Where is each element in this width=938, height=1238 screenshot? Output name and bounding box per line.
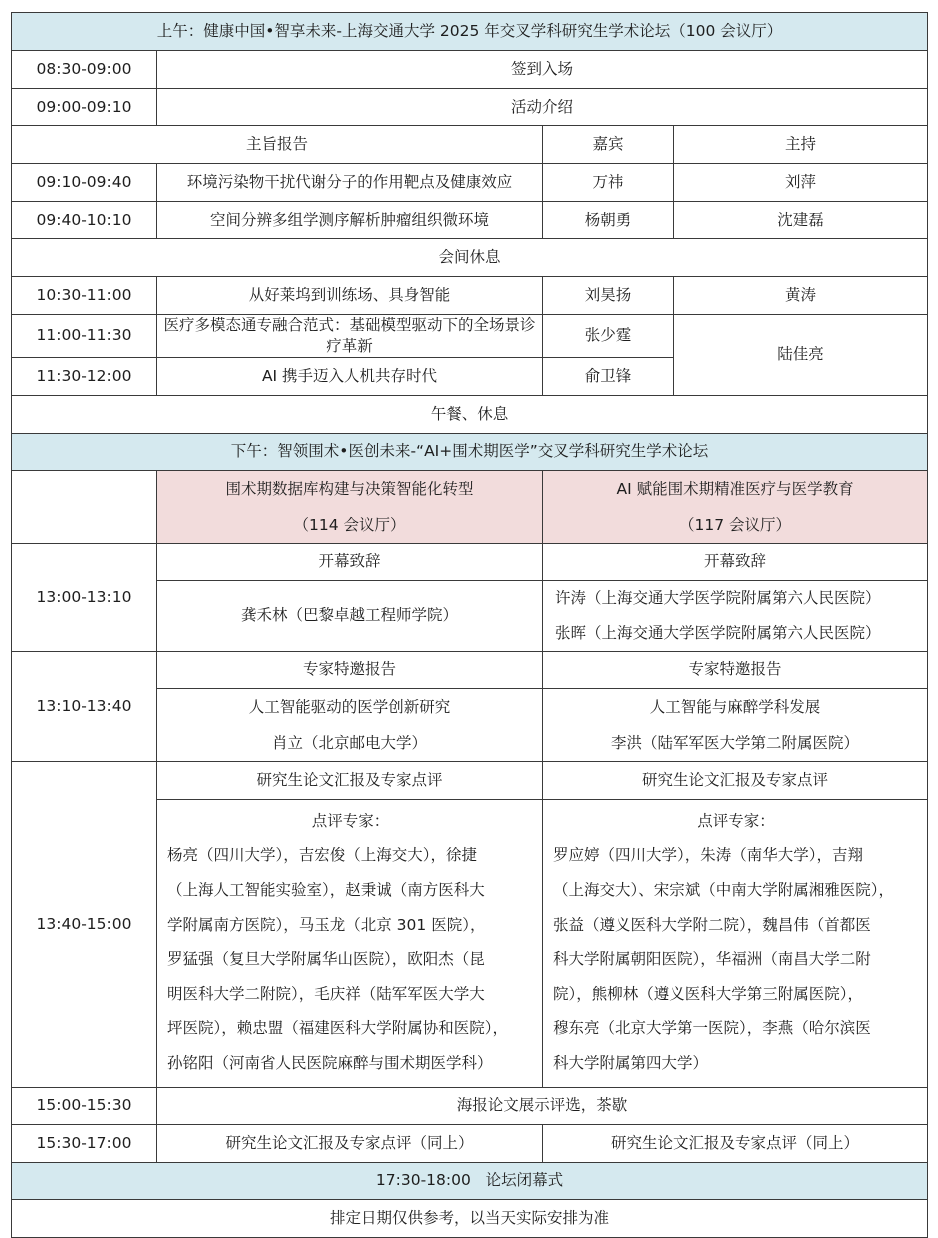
host-cell: 刘萍 [674,164,928,202]
host-cell: 陆佳亮 [674,315,928,396]
speaker: 许涛（上海交通大学医学院附属第六人民医院） [555,588,881,607]
venue-row [12,470,928,543]
poster-row [12,1087,928,1124]
topic-cell: AI 携手迈入人机共存时代 [157,357,543,395]
am-session-title: 上午：健康中国•智享未来-上海交通大学 2025 年交叉学科研究生学术论坛（100 会议厅） [12,13,928,51]
venue-left [157,470,543,543]
talk-title: 人工智能与麻醉学科发展 [649,697,821,716]
keynote-row [12,277,928,315]
guest-cell: 张少霆 [543,315,674,358]
reviewer-line: 穆东亮（北京大学第一医院），李燕（哈尔滨医 [553,1019,871,1038]
time-cell: 08:30-09:00 [12,51,157,89]
reviewers-right [543,799,928,1087]
event-cell: 海报论文展示评选，茶歇 [157,1087,928,1124]
thesis-label-left: 研究生论文汇报及专家点评 [157,761,543,799]
closing-row [12,1162,928,1199]
time-cell: 13:40-15:00 [12,761,157,1087]
reviewer-line: 罗应婷（四川大学），朱涛（南华大学），吉翔 [553,846,864,865]
venue-right-room: （117 会议厅） [679,515,792,534]
guest-cell: 俞卫锋 [543,357,674,395]
time-cell: 15:30-17:00 [12,1124,157,1162]
topic-cell: 从好莱坞到训练场、具身智能 [157,277,543,315]
invited-label-left: 专家特邀报告 [157,651,543,688]
keynote-header-row [12,126,928,164]
keynote-guest-header: 嘉宾 [543,126,674,164]
opening-label-row [12,543,928,580]
reviewer-line: 罗猛强（复旦大学附属华山医院），欧阳杰（昆 [167,950,485,969]
host-cell: 沈建磊 [674,202,928,239]
break-cell: 会间休息 [12,239,928,277]
footnote-row [12,1199,928,1237]
reviewer-line: 科大学附属朝阳医院），华福洲（南昌大学二附 [553,950,871,969]
host-cell: 黄涛 [674,277,928,315]
reviewer-line: 院），熊柳林（遵义医科大学第三附属医院）， [553,984,864,1003]
invited-left [157,688,543,761]
reviewers-label: 点评专家： [311,811,390,830]
time-cell: 15:00-15:30 [12,1087,157,1124]
keynote-row [12,202,928,239]
event-cell: 签到入场 [157,51,928,89]
time-cell: 09:00-09:10 [12,89,157,126]
reviewer-line: 科大学附属第四大学） [553,1054,709,1072]
lunch-cell: 午餐、休息 [12,395,928,433]
break-row [12,239,928,277]
opening-speakers-right [543,580,928,651]
guest-cell: 杨朝勇 [543,202,674,239]
talk-speaker: 李洪（陆军军医大学第二附属医院） [611,733,860,752]
topic-cell: 环境污染物干扰代谢分子的作用靶点及健康效应 [157,164,543,202]
reviewers-label: 点评专家： [697,811,775,830]
guest-cell: 刘昊扬 [543,277,674,315]
reviewer-line: 杨亮（四川大学），吉宏俊（上海交大），徐捷 [167,846,478,865]
reviewer-line: （上海交大）、宋宗斌（中南大学附属湘雅医院）， [553,881,895,900]
opening-label-right: 开幕致辞 [543,543,928,580]
second-thesis-row [12,1124,928,1162]
topic-cell: 医疗多模态通专融合范式：基础模型驱动下的全场景诊疗革新 [157,315,543,358]
thesis-label-right: 研究生论文汇报及专家点评 [543,761,928,799]
reviewer-line: 张益（遵义医科大学附二院），魏昌伟（首都医 [553,915,871,934]
am-header-row [12,13,928,51]
lunch-row [12,395,928,433]
venue-left-title: 围术期数据库构建与决策智能化转型 [225,479,474,498]
time-cell: 13:10-13:40 [12,651,157,761]
time-cell: 09:40-10:10 [12,202,157,239]
event-cell: 活动介绍 [157,89,928,126]
reviewer-line: 学附属南方医院），马玉龙（北京 301 医院）， [167,915,486,934]
keynote-row [12,315,928,358]
thesis-label-row [12,761,928,799]
footnote-cell: 排定日期仅供参考，以当天实际安排为准 [12,1199,928,1237]
reviewer-line: 明医科大学二附院），毛庆祥（陆军军医大学大 [167,984,485,1003]
pm-session-title: 下午：智领围术•医创未来-“AI+围术期医学”交叉学科研究生学术论坛 [12,433,928,470]
keynote-row [12,164,928,202]
schedule-row [12,89,928,126]
speaker: 张晖（上海交通大学医学院附属第六人民医院） [555,623,881,642]
talk-title: 人工智能驱动的医学创新研究 [248,697,451,716]
time-cell: 11:00-11:30 [12,315,157,358]
opening-speakers-left [157,580,543,651]
pm-header-row [12,433,928,470]
reviewer-line: （上海人工智能实验室），赵秉诚（南方医科大 [167,881,485,900]
invited-label-right: 专家特邀报告 [543,651,928,688]
reviewers-left [157,799,543,1087]
venue-right-title: AI 赋能围术期精准医疗与医学教育 [616,479,854,498]
time-cell: 13:00-13:10 [12,543,157,651]
schedule-row [12,51,928,89]
time-cell: 10:30-11:00 [12,277,157,315]
schedule-table [11,12,928,1238]
venue-left-room: （114 会议厅） [293,515,406,534]
invited-label-row [12,651,928,688]
talk-speaker: 肖立（北京邮电大学） [271,733,427,752]
empty-cell [12,470,157,543]
closing-cell: 17:30-18:00 论坛闭幕式 [12,1162,928,1199]
opening-label-left: 开幕致辞 [157,543,543,580]
invited-right [543,688,928,761]
time-cell: 09:10-09:40 [12,164,157,202]
second-thesis-right: 研究生论文汇报及专家点评（同上） [543,1124,928,1162]
venue-right [543,470,928,543]
keynote-host-header: 主持 [674,126,928,164]
time-cell: 11:30-12:00 [12,357,157,395]
reviewer-line: 孙铭阳（河南省人民医院麻醉与围术期医学科） [167,1054,493,1072]
speaker: 龚禾林（巴黎卓越工程师学院） [240,606,458,625]
keynote-topic-header: 主旨报告 [12,126,543,164]
second-thesis-left: 研究生论文汇报及专家点评（同上） [157,1124,543,1162]
topic-cell: 空间分辨多组学测序解析肿瘤组织微环境 [157,202,543,239]
reviewer-line: 坪医院），赖忠盟（福建医科大学附属协和医院）， [167,1019,509,1038]
guest-cell: 万祎 [543,164,674,202]
